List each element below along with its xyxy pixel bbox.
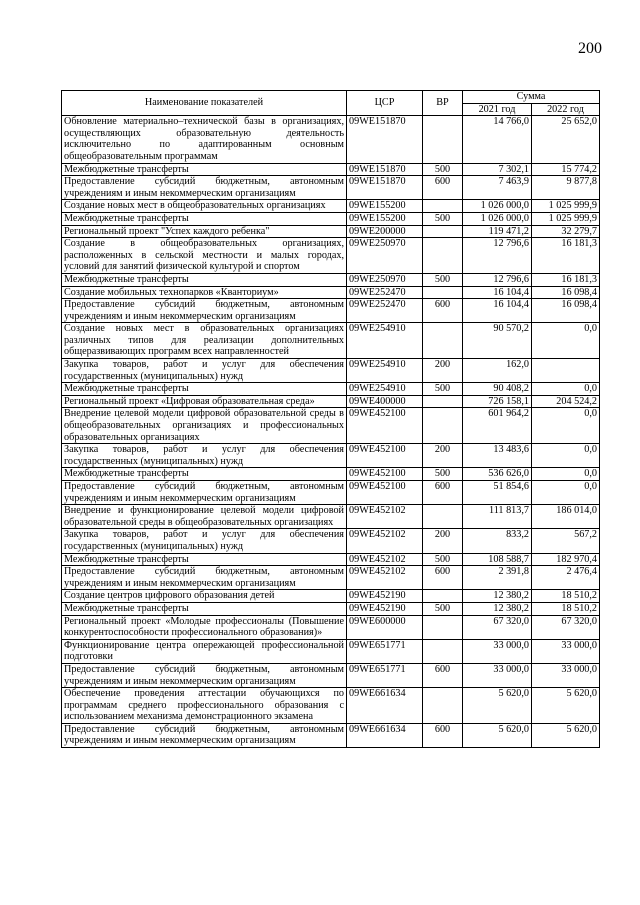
cell-2021: 536 626,0 (463, 468, 532, 481)
cell-vr (423, 323, 463, 359)
cell-2022: 16 098,4 (532, 299, 600, 323)
cell-csr: 09WE254910 (347, 383, 423, 396)
cell-csr: 09WE452100 (347, 481, 423, 505)
cell-name: Региональный проект «Цифровая образовательная среда» (62, 395, 347, 408)
table-row (62, 481, 600, 505)
cell-2021: 2 391,8 (463, 566, 532, 590)
cell-2022: 0,0 (532, 468, 600, 481)
cell-name: Создание новых мест в общеобразовательных организациях (62, 200, 347, 213)
cell-vr (423, 688, 463, 724)
cell-name: Создание центров цифрового образования детей (62, 590, 347, 603)
cell-2021: 12 796,6 (463, 238, 532, 274)
cell-2021: 14 766,0 (463, 116, 532, 163)
cell-vr: 200 (423, 359, 463, 383)
cell-2021: 12 796,6 (463, 273, 532, 286)
header-sum: Сумма (463, 91, 600, 104)
cell-vr: 500 (423, 163, 463, 176)
cell-csr: 09WE250970 (347, 273, 423, 286)
table-row (62, 383, 600, 396)
cell-csr: 09WE452102 (347, 505, 423, 529)
cell-2022: 0,0 (532, 408, 600, 444)
table-row (62, 553, 600, 566)
cell-name: Межбюджетные трансферты (62, 553, 347, 566)
header-name: Наименование показателей (62, 91, 347, 116)
table-row (62, 212, 600, 225)
cell-vr: 200 (423, 529, 463, 553)
cell-2022: 5 620,0 (532, 688, 600, 724)
cell-vr: 500 (423, 468, 463, 481)
cell-name: Предоставление субсидий бюджетным, автономным учреждениям и иным некоммерческим организациям (62, 481, 347, 505)
cell-vr (423, 505, 463, 529)
cell-csr: 09WE452190 (347, 602, 423, 615)
cell-csr: 09WE452102 (347, 566, 423, 590)
cell-2022: 67 320,0 (532, 615, 600, 639)
cell-vr (423, 286, 463, 299)
cell-vr (423, 408, 463, 444)
table-row (62, 615, 600, 639)
cell-2021: 90 408,2 (463, 383, 532, 396)
table-row (62, 116, 600, 163)
table-row (62, 238, 600, 274)
table-row (62, 602, 600, 615)
cell-vr (423, 639, 463, 663)
cell-vr: 600 (423, 481, 463, 505)
cell-2022: 0,0 (532, 323, 600, 359)
cell-2022: 16 098,4 (532, 286, 600, 299)
cell-name: Создание новых мест в образовательных организациях различных типов для реализации дополнительных общеразвивающих программ всех направленностей (62, 323, 347, 359)
cell-2021: 7 463,9 (463, 176, 532, 200)
cell-2022: 33 000,0 (532, 663, 600, 687)
cell-csr: 09WE151870 (347, 176, 423, 200)
header-year-2021: 2021 год (463, 103, 532, 116)
table-row (62, 225, 600, 238)
cell-name: Межбюджетные трансферты (62, 468, 347, 481)
cell-2022: 186 014,0 (532, 505, 600, 529)
cell-csr: 09WE452100 (347, 468, 423, 481)
table-row (62, 639, 600, 663)
cell-name: Внедрение и функционирование целевой модели цифровой образовательной среды в общеобразовательных организациях (62, 505, 347, 529)
table-row (62, 286, 600, 299)
table-row (62, 566, 600, 590)
cell-name: Обеспечение проведения аттестации обучающихся по программам среднего профессионального образования с использованием механизма демонстрационного экзамена (62, 688, 347, 724)
cell-name: Функционирование центра опережающей профессиональной подготовки (62, 639, 347, 663)
cell-vr: 500 (423, 602, 463, 615)
cell-2021: 726 158,1 (463, 395, 532, 408)
cell-2022: 15 774,2 (532, 163, 600, 176)
cell-2021: 601 964,2 (463, 408, 532, 444)
cell-2022: 32 279,7 (532, 225, 600, 238)
cell-csr: 09WE254910 (347, 323, 423, 359)
cell-name: Межбюджетные трансферты (62, 602, 347, 615)
cell-2021: 16 104,4 (463, 299, 532, 323)
cell-2022: 5 620,0 (532, 723, 600, 747)
cell-csr: 09WE252470 (347, 286, 423, 299)
cell-name: Предоставление субсидий бюджетным, автономным учреждениям и иным некоммерческим организациям (62, 299, 347, 323)
table-row (62, 395, 600, 408)
cell-csr: 09WE661634 (347, 723, 423, 747)
cell-2022: 0,0 (532, 444, 600, 468)
cell-2022: 0,0 (532, 481, 600, 505)
cell-vr: 600 (423, 176, 463, 200)
cell-2021: 119 471,2 (463, 225, 532, 238)
cell-name: Предоставление субсидий бюджетным, автономным учреждениям и иным некоммерческим организациям (62, 663, 347, 687)
cell-name: Региональный проект "Успех каждого ребенка" (62, 225, 347, 238)
table-row (62, 359, 600, 383)
table-row (62, 408, 600, 444)
page-number: 200 (578, 40, 602, 57)
table-row (62, 529, 600, 553)
cell-2021: 51 854,6 (463, 481, 532, 505)
cell-vr: 200 (423, 444, 463, 468)
cell-2021: 16 104,4 (463, 286, 532, 299)
cell-2021: 67 320,0 (463, 615, 532, 639)
cell-2022: 2 476,4 (532, 566, 600, 590)
table-row (62, 273, 600, 286)
cell-2022: 18 510,2 (532, 602, 600, 615)
table-row (62, 299, 600, 323)
cell-2021: 111 813,7 (463, 505, 532, 529)
cell-vr (423, 395, 463, 408)
cell-2022: 567,2 (532, 529, 600, 553)
cell-csr: 09WE452100 (347, 444, 423, 468)
cell-csr: 09WE661634 (347, 688, 423, 724)
cell-2022: 16 181,3 (532, 273, 600, 286)
cell-2022: 1 025 999,9 (532, 212, 600, 225)
cell-csr: 09WE651771 (347, 663, 423, 687)
cell-2022: 204 524,2 (532, 395, 600, 408)
cell-vr (423, 615, 463, 639)
cell-vr (423, 116, 463, 163)
cell-2022: 1 025 999,9 (532, 200, 600, 213)
cell-2021: 33 000,0 (463, 639, 532, 663)
cell-csr: 09WE452190 (347, 590, 423, 603)
table-row (62, 590, 600, 603)
cell-vr: 600 (423, 723, 463, 747)
table-header (62, 91, 600, 116)
cell-csr: 09WE200000 (347, 225, 423, 238)
cell-csr: 09WE452102 (347, 529, 423, 553)
cell-csr: 09WE151870 (347, 163, 423, 176)
cell-2021: 12 380,2 (463, 590, 532, 603)
table-row (62, 723, 600, 747)
table-row (62, 444, 600, 468)
cell-csr: 09WE651771 (347, 639, 423, 663)
cell-2021: 833,2 (463, 529, 532, 553)
cell-2022: 25 652,0 (532, 116, 600, 163)
table-body (62, 116, 600, 748)
cell-name: Предоставление субсидий бюджетным, автономным учреждениям и иным некоммерческим организациям (62, 176, 347, 200)
cell-vr: 500 (423, 212, 463, 225)
cell-2021: 33 000,0 (463, 663, 532, 687)
cell-2021: 108 588,7 (463, 553, 532, 566)
cell-2021: 1 026 000,0 (463, 200, 532, 213)
cell-2022: 18 510,2 (532, 590, 600, 603)
cell-name: Создание в общеобразовательных организациях, расположенных в сельской местности и малых городах, условий для занятий физической культурой и спортом (62, 238, 347, 274)
cell-name: Закупка товаров, работ и услуг для обеспечения государственных (муниципальных) нужд (62, 359, 347, 383)
cell-2022: 33 000,0 (532, 639, 600, 663)
cell-name: Межбюджетные трансферты (62, 383, 347, 396)
cell-vr (423, 200, 463, 213)
header-year-2022: 2022 год (532, 103, 600, 116)
cell-csr: 09WE400000 (347, 395, 423, 408)
cell-name: Закупка товаров, работ и услуг для обеспечения государственных (муниципальных) нужд (62, 529, 347, 553)
cell-vr (423, 225, 463, 238)
cell-csr: 09WE155200 (347, 212, 423, 225)
cell-name: Предоставление субсидий бюджетным, автономным учреждениям и иным некоммерческим организациям (62, 723, 347, 747)
cell-csr: 09WE250970 (347, 238, 423, 274)
cell-vr: 500 (423, 273, 463, 286)
table-row (62, 505, 600, 529)
cell-2021: 90 570,2 (463, 323, 532, 359)
header-csr: ЦСР (347, 91, 423, 116)
cell-vr: 600 (423, 299, 463, 323)
cell-name: Межбюджетные трансферты (62, 163, 347, 176)
cell-2021: 162,0 (463, 359, 532, 383)
cell-vr (423, 590, 463, 603)
budget-table (61, 90, 600, 748)
cell-csr: 09WE452100 (347, 408, 423, 444)
cell-2021: 7 302,1 (463, 163, 532, 176)
cell-csr: 09WE600000 (347, 615, 423, 639)
cell-name: Внедрение целевой модели цифровой образовательной среды в общеобразовательных организациях и профессиональных образовательных организациях (62, 408, 347, 444)
cell-name: Создание мобильных технопарков «Кванториум» (62, 286, 347, 299)
cell-vr: 600 (423, 566, 463, 590)
cell-csr: 09WE155200 (347, 200, 423, 213)
cell-2022: 9 877,8 (532, 176, 600, 200)
cell-vr: 500 (423, 553, 463, 566)
cell-name: Обновление материально–технической базы в организациях, осуществляющих образовательную деятельность исключительно по адаптированным основным общеобразовательным программам (62, 116, 347, 163)
cell-vr (423, 238, 463, 274)
cell-name: Межбюджетные трансферты (62, 212, 347, 225)
cell-name: Региональный проект «Молодые профессионалы (Повышение конкурентоспособности профессионального образования)» (62, 615, 347, 639)
cell-2021: 13 483,6 (463, 444, 532, 468)
cell-name: Предоставление субсидий бюджетным, автономным учреждениям и иным некоммерческим организациям (62, 566, 347, 590)
cell-csr: 09WE254910 (347, 359, 423, 383)
cell-name: Закупка товаров, работ и услуг для обеспечения государственных (муниципальных) нужд (62, 444, 347, 468)
cell-2021: 12 380,2 (463, 602, 532, 615)
table-row (62, 688, 600, 724)
table-row (62, 200, 600, 213)
cell-vr: 500 (423, 383, 463, 396)
table-row (62, 176, 600, 200)
cell-vr: 600 (423, 663, 463, 687)
table-row (62, 163, 600, 176)
cell-2021: 5 620,0 (463, 723, 532, 747)
cell-csr: 09WE252470 (347, 299, 423, 323)
table-row (62, 468, 600, 481)
cell-2022: 16 181,3 (532, 238, 600, 274)
table-row (62, 323, 600, 359)
cell-2022: 0,0 (532, 383, 600, 396)
table-row (62, 663, 600, 687)
cell-2022 (532, 359, 600, 383)
cell-2021: 1 026 000,0 (463, 212, 532, 225)
cell-csr: 09WE452102 (347, 553, 423, 566)
cell-name: Межбюджетные трансферты (62, 273, 347, 286)
cell-2022: 182 970,4 (532, 553, 600, 566)
cell-csr: 09WE151870 (347, 116, 423, 163)
header-vr: ВР (423, 91, 463, 116)
cell-2021: 5 620,0 (463, 688, 532, 724)
